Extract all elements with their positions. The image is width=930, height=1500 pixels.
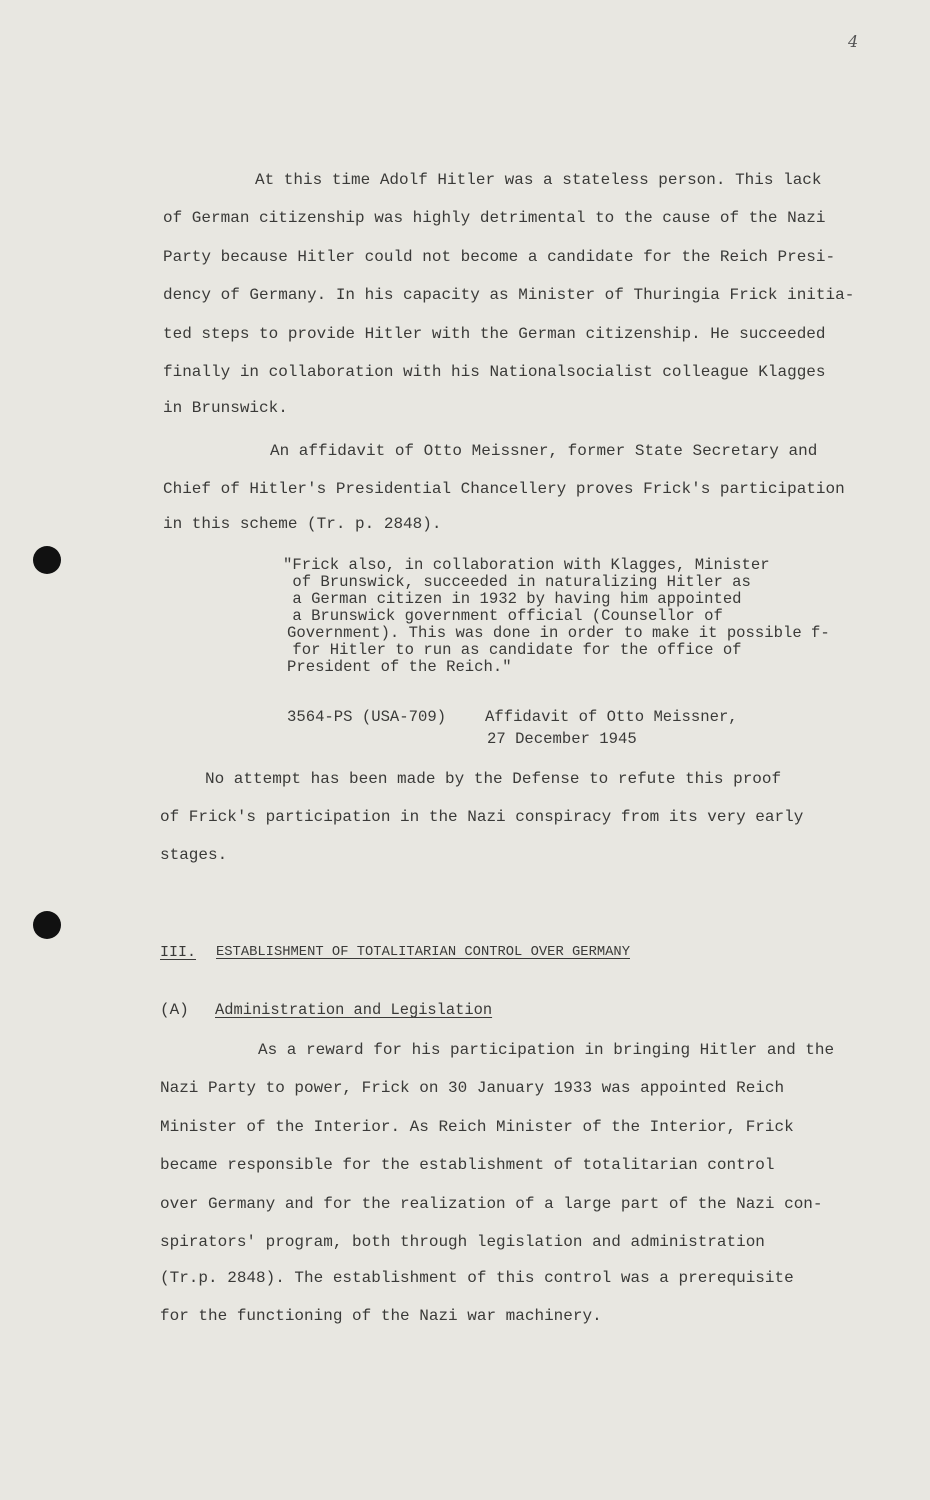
paragraph-line: of Frick's participation in the Nazi conspiracy from its very early	[160, 808, 804, 826]
paragraph-line: spirators' program, both through legislation and administration	[160, 1233, 765, 1251]
quote-line: a German citizen in 1932 by having him appointed	[283, 590, 742, 608]
subsection-label: (A)	[160, 1001, 189, 1019]
paragraph-line: Nazi Party to power, Frick on 30 January 1933 was appointed Reich	[160, 1079, 785, 1097]
citation-date: 27 December 1945	[487, 730, 637, 748]
quote-line: Government). This was done in order to make it possible f-	[287, 624, 830, 642]
punch-hole	[33, 546, 61, 574]
section-number: III.	[160, 944, 197, 961]
quote-line: President of the Reich."	[287, 658, 512, 676]
paragraph-line: became responsible for the establishment of totalitarian control	[160, 1156, 775, 1174]
citation-ref: 3564-PS (USA-709)	[287, 708, 447, 726]
section-title: ESTABLISHMENT OF TOTALITARIAN CONTROL OVER GERMANY	[216, 945, 630, 960]
subsection-title: Administration and Legislation	[215, 1001, 493, 1019]
punch-hole	[33, 911, 61, 939]
quote-line: for Hitler to run as candidate for the office of	[283, 641, 742, 659]
paragraph-line: No attempt has been made by the Defense to refute this proof	[205, 770, 782, 788]
paragraph-line: (Tr.p. 2848). The establishment of this control was a prerequisite	[160, 1269, 794, 1287]
paragraph-line: ted steps to provide Hitler with the German citizenship. He succeeded	[163, 325, 826, 343]
page-number: 4	[848, 32, 859, 51]
paragraph-line: As a reward for his participation in bringing Hitler and the	[258, 1041, 835, 1059]
paragraph-line: Party because Hitler could not become a candidate for the Reich Presi-	[163, 248, 836, 266]
paragraph-line: in this scheme (Tr. p. 2848).	[163, 515, 442, 533]
citation-source: Affidavit of Otto Meissner,	[485, 708, 738, 726]
paragraph-line: At this time Adolf Hitler was a stateless person. This lack	[255, 171, 822, 189]
quote-line: a Brunswick government official (Counsellor of	[283, 607, 723, 625]
paragraph-line: Minister of the Interior. As Reich Minister of the Interior, Frick	[160, 1118, 794, 1136]
paragraph-line: Chief of Hitler's Presidential Chancellery proves Frick's participation	[163, 480, 845, 498]
paragraph-line: dency of Germany. In his capacity as Minister of Thuringia Frick initia-	[163, 286, 855, 304]
paragraph-line: stages.	[160, 846, 228, 864]
paragraph-line: for the functioning of the Nazi war machinery.	[160, 1307, 602, 1325]
paragraph-line: in Brunswick.	[163, 399, 288, 417]
paragraph-line: of German citizenship was highly detrimental to the cause of the Nazi	[163, 209, 826, 227]
paragraph-line: finally in collaboration with his Nationalsocialist colleague Klagges	[163, 363, 826, 381]
paragraph-line: over Germany and for the realization of a large part of the Nazi con-	[160, 1195, 823, 1213]
paragraph-line: An affidavit of Otto Meissner, former State Secretary and	[270, 442, 818, 460]
quote-line: of Brunswick, succeeded in naturalizing Hitler as	[283, 573, 751, 591]
quote-line: "Frick also, in collaboration with Klagges, Minister	[283, 556, 770, 574]
